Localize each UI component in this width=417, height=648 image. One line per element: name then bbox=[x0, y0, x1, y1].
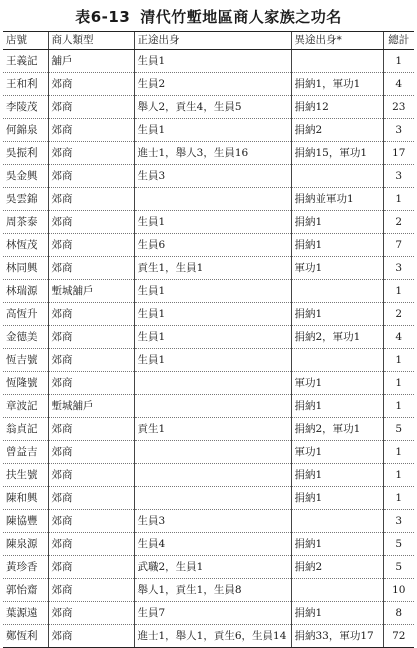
header-merchant-type: 商人類型 bbox=[48, 32, 134, 50]
shop-name-cell: 恆吉號 bbox=[3, 349, 48, 372]
irregular-path-cell: 捐納1 bbox=[291, 464, 383, 487]
shop-name-cell: 恆隆號 bbox=[3, 372, 48, 395]
header-irregular-path: 異途出身* bbox=[291, 32, 383, 50]
header-row bbox=[3, 32, 414, 50]
irregular-path-cell: 捐納2，軍功1 bbox=[291, 418, 383, 441]
merchant-type-cell: 塹城舖戶 bbox=[48, 395, 134, 418]
total-cell: 10 bbox=[383, 579, 414, 602]
regular-path-cell: 生員1 bbox=[134, 119, 291, 142]
regular-path-cell bbox=[134, 487, 291, 510]
shop-name-cell: 何錦泉 bbox=[3, 119, 48, 142]
irregular-path-cell: 捐納1 bbox=[291, 211, 383, 234]
header-total: 總計 bbox=[383, 32, 414, 50]
merchant-type-cell: 郊商 bbox=[48, 73, 134, 96]
merchant-type-cell: 郊商 bbox=[48, 602, 134, 625]
total-cell: 3 bbox=[383, 165, 414, 188]
table-row bbox=[3, 73, 414, 96]
merchant-type-cell: 郊商 bbox=[48, 326, 134, 349]
regular-path-cell bbox=[134, 441, 291, 464]
regular-path-cell bbox=[134, 464, 291, 487]
shop-name-cell: 金德美 bbox=[3, 326, 48, 349]
shop-name-cell: 曾益吉 bbox=[3, 441, 48, 464]
merchant-type-cell: 郊商 bbox=[48, 188, 134, 211]
merchant-type-cell: 郊商 bbox=[48, 464, 134, 487]
total-cell: 5 bbox=[383, 533, 414, 556]
merchant-type-cell: 郊商 bbox=[48, 441, 134, 464]
table-row bbox=[3, 165, 414, 188]
regular-path-cell: 舉人1，貢生1，生員8 bbox=[134, 579, 291, 602]
irregular-path-cell: 捐納33，軍功17 bbox=[291, 625, 383, 648]
irregular-path-cell bbox=[291, 579, 383, 602]
shop-name-cell: 王義記 bbox=[3, 50, 48, 73]
merchant-type-cell: 郊商 bbox=[48, 257, 134, 280]
table-title bbox=[0, 6, 417, 27]
table-row bbox=[3, 418, 414, 441]
table-row bbox=[3, 602, 414, 625]
shop-name-cell: 扶生號 bbox=[3, 464, 48, 487]
total-cell: 3 bbox=[383, 119, 414, 142]
table-row bbox=[3, 533, 414, 556]
table-row bbox=[3, 303, 414, 326]
merchant-type-cell: 郊商 bbox=[48, 579, 134, 602]
shop-name-cell: 翁貞記 bbox=[3, 418, 48, 441]
shop-name-cell: 王和利 bbox=[3, 73, 48, 96]
table-number: 表6-13 bbox=[75, 8, 131, 26]
merchant-type-cell: 郊商 bbox=[48, 165, 134, 188]
regular-path-cell: 生員6 bbox=[134, 234, 291, 257]
total-cell: 2 bbox=[383, 303, 414, 326]
merchant-family-table bbox=[3, 31, 414, 648]
table-row bbox=[3, 372, 414, 395]
total-cell: 4 bbox=[383, 326, 414, 349]
total-cell: 17 bbox=[383, 142, 414, 165]
total-cell: 1 bbox=[383, 372, 414, 395]
table-body bbox=[3, 50, 414, 648]
merchant-type-cell: 郊商 bbox=[48, 211, 134, 234]
table-row bbox=[3, 556, 414, 579]
total-cell: 1 bbox=[383, 349, 414, 372]
irregular-path-cell: 捐納1，軍功1 bbox=[291, 73, 383, 96]
regular-path-cell: 生員1 bbox=[134, 211, 291, 234]
total-cell: 2 bbox=[383, 211, 414, 234]
regular-path-cell: 生員2 bbox=[134, 73, 291, 96]
shop-name-cell: 高恆升 bbox=[3, 303, 48, 326]
table-row bbox=[3, 280, 414, 303]
table-row bbox=[3, 487, 414, 510]
merchant-type-cell: 郊商 bbox=[48, 418, 134, 441]
shop-name-cell: 章波記 bbox=[3, 395, 48, 418]
header-regular-path: 正途出身 bbox=[134, 32, 291, 50]
irregular-path-cell: 捐納1 bbox=[291, 395, 383, 418]
irregular-path-cell: 捐納1 bbox=[291, 602, 383, 625]
regular-path-cell: 生員3 bbox=[134, 510, 291, 533]
total-cell: 1 bbox=[383, 395, 414, 418]
irregular-path-cell: 捐納1 bbox=[291, 533, 383, 556]
irregular-path-cell bbox=[291, 165, 383, 188]
shop-name-cell: 郭怡齋 bbox=[3, 579, 48, 602]
total-cell: 1 bbox=[383, 487, 414, 510]
table-row bbox=[3, 349, 414, 372]
regular-path-cell: 武職2，生員1 bbox=[134, 556, 291, 579]
irregular-path-cell bbox=[291, 349, 383, 372]
total-cell: 1 bbox=[383, 50, 414, 73]
irregular-path-cell: 軍功1 bbox=[291, 257, 383, 280]
merchant-type-cell: 郊商 bbox=[48, 487, 134, 510]
irregular-path-cell: 捐納2 bbox=[291, 119, 383, 142]
regular-path-cell: 貢生1，生員1 bbox=[134, 257, 291, 280]
shop-name-cell: 陳和興 bbox=[3, 487, 48, 510]
header-shop-name: 店號 bbox=[3, 32, 48, 50]
total-cell: 8 bbox=[383, 602, 414, 625]
table-row bbox=[3, 257, 414, 280]
total-cell: 23 bbox=[383, 96, 414, 119]
irregular-path-cell bbox=[291, 50, 383, 73]
merchant-type-cell: 郊商 bbox=[48, 234, 134, 257]
table-row bbox=[3, 50, 414, 73]
total-cell: 1 bbox=[383, 188, 414, 211]
table-caption: 清代竹塹地區商人家族之功名 bbox=[140, 8, 342, 26]
regular-path-cell bbox=[134, 395, 291, 418]
regular-path-cell bbox=[134, 372, 291, 395]
regular-path-cell: 生員1 bbox=[134, 349, 291, 372]
table-row bbox=[3, 119, 414, 142]
regular-path-cell bbox=[134, 188, 291, 211]
merchant-type-cell: 塹城舖戶 bbox=[48, 280, 134, 303]
table-row bbox=[3, 142, 414, 165]
total-cell: 4 bbox=[383, 73, 414, 96]
merchant-type-cell: 郊商 bbox=[48, 142, 134, 165]
merchant-type-cell: 郊商 bbox=[48, 303, 134, 326]
table-row bbox=[3, 625, 414, 648]
irregular-path-cell: 捐納並軍功1 bbox=[291, 188, 383, 211]
regular-path-cell: 生員3 bbox=[134, 165, 291, 188]
shop-name-cell: 葉源遠 bbox=[3, 602, 48, 625]
irregular-path-cell bbox=[291, 280, 383, 303]
total-cell: 3 bbox=[383, 510, 414, 533]
irregular-path-cell: 捐納2 bbox=[291, 556, 383, 579]
total-cell: 3 bbox=[383, 257, 414, 280]
shop-name-cell: 陳協豐 bbox=[3, 510, 48, 533]
table-row bbox=[3, 211, 414, 234]
shop-name-cell: 陳泉源 bbox=[3, 533, 48, 556]
shop-name-cell: 林瑞源 bbox=[3, 280, 48, 303]
total-cell: 1 bbox=[383, 280, 414, 303]
total-cell: 72 bbox=[383, 625, 414, 648]
irregular-path-cell: 捐納15，軍功1 bbox=[291, 142, 383, 165]
merchant-type-cell: 郊商 bbox=[48, 349, 134, 372]
table-row bbox=[3, 395, 414, 418]
regular-path-cell: 生員4 bbox=[134, 533, 291, 556]
merchant-type-cell: 郊商 bbox=[48, 119, 134, 142]
irregular-path-cell: 捐納1 bbox=[291, 487, 383, 510]
irregular-path-cell: 捐納12 bbox=[291, 96, 383, 119]
shop-name-cell: 鄭恆利 bbox=[3, 625, 48, 648]
irregular-path-cell: 軍功1 bbox=[291, 441, 383, 464]
total-cell: 7 bbox=[383, 234, 414, 257]
shop-name-cell: 林同興 bbox=[3, 257, 48, 280]
merchant-type-cell: 郊商 bbox=[48, 625, 134, 648]
table-row bbox=[3, 188, 414, 211]
merchant-type-cell: 郊商 bbox=[48, 372, 134, 395]
regular-path-cell: 進士1，舉人3，生員16 bbox=[134, 142, 291, 165]
regular-path-cell: 生員7 bbox=[134, 602, 291, 625]
shop-name-cell: 林恆茂 bbox=[3, 234, 48, 257]
total-cell: 5 bbox=[383, 418, 414, 441]
shop-name-cell: 李陵茂 bbox=[3, 96, 48, 119]
shop-name-cell: 吳振利 bbox=[3, 142, 48, 165]
total-cell: 1 bbox=[383, 464, 414, 487]
table-row bbox=[3, 326, 414, 349]
total-cell: 5 bbox=[383, 556, 414, 579]
shop-name-cell: 周茶泰 bbox=[3, 211, 48, 234]
regular-path-cell: 生員1 bbox=[134, 303, 291, 326]
shop-name-cell: 吳金興 bbox=[3, 165, 48, 188]
regular-path-cell: 貢生1 bbox=[134, 418, 291, 441]
merchant-type-cell: 郊商 bbox=[48, 510, 134, 533]
total-cell: 1 bbox=[383, 441, 414, 464]
merchant-type-cell: 郊商 bbox=[48, 96, 134, 119]
table-row bbox=[3, 234, 414, 257]
regular-path-cell: 進士1，舉人1，貢生6，生員14 bbox=[134, 625, 291, 648]
irregular-path-cell: 捐納2，軍功1 bbox=[291, 326, 383, 349]
merchant-type-cell: 郊商 bbox=[48, 533, 134, 556]
regular-path-cell: 生員1 bbox=[134, 280, 291, 303]
shop-name-cell: 吳雲錦 bbox=[3, 188, 48, 211]
irregular-path-cell: 軍功1 bbox=[291, 372, 383, 395]
table-row bbox=[3, 96, 414, 119]
regular-path-cell: 生員1 bbox=[134, 50, 291, 73]
merchant-type-cell: 舖戶 bbox=[48, 50, 134, 73]
irregular-path-cell: 捐納1 bbox=[291, 303, 383, 326]
table-row bbox=[3, 464, 414, 487]
table-row bbox=[3, 441, 414, 464]
irregular-path-cell bbox=[291, 510, 383, 533]
shop-name-cell: 黃珍香 bbox=[3, 556, 48, 579]
table-row bbox=[3, 579, 414, 602]
regular-path-cell: 舉人2，貢生4，生員5 bbox=[134, 96, 291, 119]
regular-path-cell: 生員1 bbox=[134, 326, 291, 349]
table-row bbox=[3, 510, 414, 533]
merchant-type-cell: 郊商 bbox=[48, 556, 134, 579]
irregular-path-cell: 捐納1 bbox=[291, 234, 383, 257]
